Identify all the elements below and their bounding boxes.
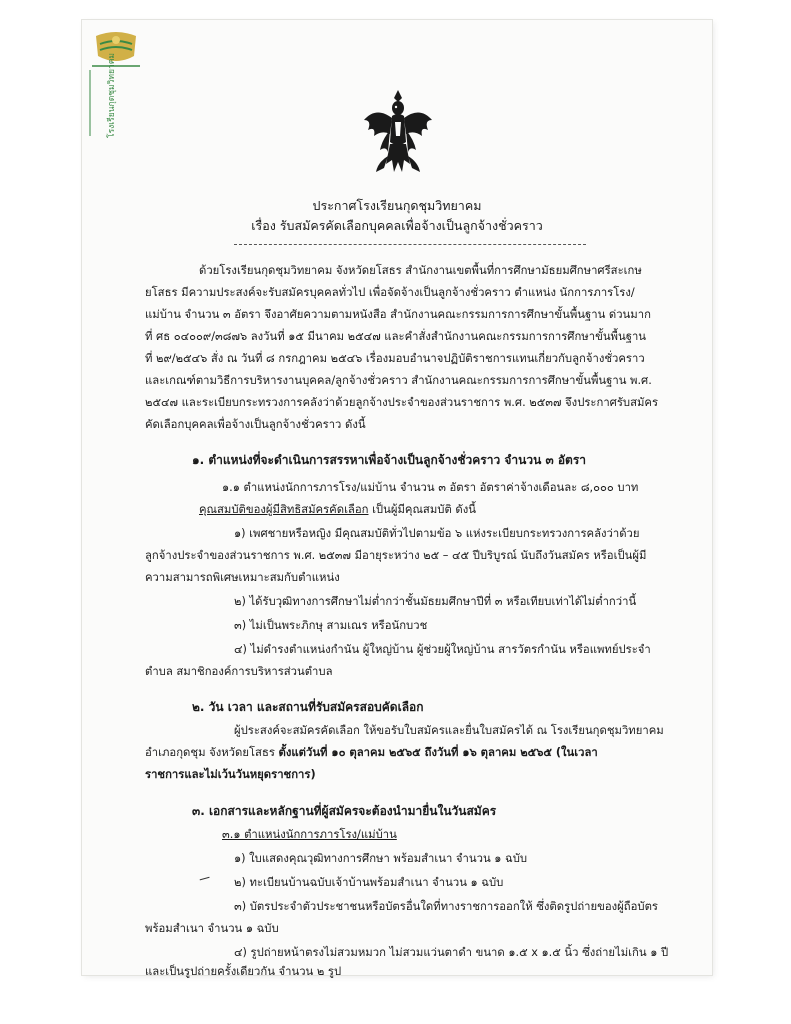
document-item: ๒) ทะเบียนบ้านฉบับเจ้าบ้านพร้อมสำเนา จำนวน ๑ ฉบับ [234, 876, 504, 889]
section-3-heading: ๓. เอกสารและหลักฐานที่ผู้สมัครจะต้องนำมายื่นในวันสมัคร [192, 804, 497, 818]
qualification-rest: เป็นผู้มีคุณสมบัติ ดังนี้ [368, 503, 476, 516]
school-logo [86, 26, 146, 138]
qualification-item: ความสามารถพิเศษเหมาะสมกับตำแหน่ง [145, 571, 340, 584]
intro-line: และเกณฑ์ตามวิธีการบริหารงานบุคคล/ลูกจ้างชั่วคราว สำนักงานคณะกรรมการการศึกษาขั้นพื้นฐาน พ.ศ. [145, 374, 652, 387]
qualification-item: ลูกจ้างประจำของส่วนราชการ พ.ศ. ๒๕๓๗ มีอายุระหว่าง ๒๕ – ๔๕ ปีบริบูรณ์ นับถึงวันสมัคร หรือเป็นผู้มี [145, 549, 647, 562]
document-item: ๓) บัตรประจำตัวประชาชนหรือบัตรอื่นใดที่ทางราชการออกให้ ซึ่งติดรูปถ่ายของผู้ถือบัตร [234, 900, 658, 913]
document-item: พร้อมสำเนา จำนวน ๑ ฉบับ [145, 922, 279, 935]
announcement-subject: เรื่อง รับสมัครคัดเลือกบุคคลเพื่อจ้างเป็นลูกจ้างชั่วคราว [251, 218, 543, 233]
qualification-heading [199, 504, 476, 515]
section-2-heading: ๒. วัน เวลา และสถานที่รับสมัครสอบคัดเลือก [192, 700, 424, 714]
section-2-line: ราชการและไม่เว้นวันหยุดราชการ) [145, 768, 316, 781]
section-2-place: อำเภอกุดชุม จังหวัดยโสธร [145, 746, 279, 759]
intro-line: ๒๕๔๗ และระเบียบกระทรวงการคลังว่าด้วยลูกจ้างประจำของส่วนราชการ พ.ศ. ๒๕๓๗ จึงประกาศรับสมัคร [145, 396, 659, 409]
section-2-line [145, 747, 598, 758]
garuda-emblem-icon [358, 86, 438, 178]
qualification-item: ๑) เพศชายหรือหญิง มีคุณสมบัติทั่วไปตามข้อ ๖ แห่งระเบียบกระทรวงการคลังว่าด้วย [234, 527, 640, 540]
intro-line: ที่ ๒๙/๒๕๔๖ สั่ง ณ วันที่ ๘ กรกฎาคม ๒๕๔๖ เรื่องมอบอำนาจปฏิบัติราชการแทนเกี่ยวกับลูกจ้างชั่วคราว [145, 352, 645, 365]
intro-line: ยโสธร มีความประสงค์จะรับสมัครบุคคลทั่วไป เพื่อจัดจ้างเป็นลูกจ้างชั่วคราว ตำแหน่ง นักการภารโรง/ [145, 286, 635, 299]
intro-line: คัดเลือกบุคคลเพื่อจ้างเป็นลูกจ้างชั่วคราว ดังนี้ [145, 418, 366, 431]
section-2-dates: ตั้งแต่วันที่ ๑๐ ตุลาคม ๒๕๖๕ ถึงวันที่ ๑๖ ตุลาคม ๒๕๖๕ (ในเวลา [278, 746, 598, 759]
qualification-item: ๓) ไม่เป็นพระภิกษุ สามเณร หรือนักบวช [234, 619, 428, 632]
school-logo-text: โรงเรียนกุดชุมวิทยาคม [107, 53, 117, 138]
section-2-line: ผู้ประสงค์จะสมัครคัดเลือก ให้ขอรับใบสมัครและยื่นใบสมัครได้ ณ โรงเรียนกุดชุมวิทยาคม [234, 724, 664, 737]
qualification-item: ๔) ไม่ดำรงตำแหน่งกำนัน ผู้ใหญ่บ้าน ผู้ช่วยผู้ใหญ่บ้าน สารวัตรกำนัน หรือแพทย์ประจำ [234, 643, 651, 656]
position-line: ๑.๑ ตำแหน่งนักการภารโรง/แม่บ้าน จำนวน ๓ อัตรา อัตราค่าจ้างเดือนละ ๘,๐๐๐ บาท [222, 481, 639, 494]
header-divider [234, 244, 586, 245]
intro-line: ที่ ศธ ๐๔๐๐๙/๓๘๗๖ ลงวันที่ ๑๕ มีนาคม ๒๕๔๗ และคำสั่งสำนักงานคณะกรรมการการศึกษาขั้นพื้นฐาน [145, 330, 647, 343]
document-item: และเป็นรูปถ่ายครั้งเดียวกัน จำนวน ๒ รูป [145, 965, 342, 978]
intro-line: ด้วยโรงเรียนกุดชุมวิทยาคม จังหวัดยโสธร สำนักงานเขตพื้นที่การศึกษามัธยมศึกษาศรีสะเกษ [199, 264, 642, 277]
section-3-subheading: ๓.๑ ตำแหน่งนักการภารโรง/แม่บ้าน [222, 828, 397, 841]
section-1-heading: ๑. ตำแหน่งที่จะดำเนินการสรรหาเพื่อจ้างเป็นลูกจ้างชั่วคราว จำนวน ๓ อัตรา [192, 453, 587, 467]
qualification-item: ๒) ได้รับวุฒิทางการศึกษาไม่ต่ำกว่าชั้นมัธยมศึกษาปีที่ ๓ หรือเทียบเท่าได้ไม่ต่ำกว่านี้ [234, 595, 637, 608]
qualification-item: ตำบล สมาชิกองค์การบริหารส่วนตำบล [145, 665, 333, 678]
document-item: ๔) รูปถ่ายหน้าตรงไม่สวมหมวก ไม่สวมแว่นตาดำ ขนาด ๑.๕ x ๑.๕ นิ้ว ซึ่งถ่ายไม่เกิน ๑ ปี [234, 946, 669, 959]
qualification-underlined: คุณสมบัติของผู้มีสิทธิสมัครคัดเลือก [199, 503, 369, 516]
document-item: ๑) ใบแสดงคุณวุฒิทางการศึกษา พร้อมสำเนา จำนวน ๑ ฉบับ [234, 852, 528, 865]
announcement-title: ประกาศโรงเรียนกุดชุมวิทยาคม [312, 198, 482, 213]
intro-line: แม่บ้าน จำนวน ๓ อัตรา จึงอาศัยความตามหนังสือ สำนักงานคณะกรรมการการศึกษาขั้นพื้นฐาน ด่วนมาก [145, 308, 651, 321]
